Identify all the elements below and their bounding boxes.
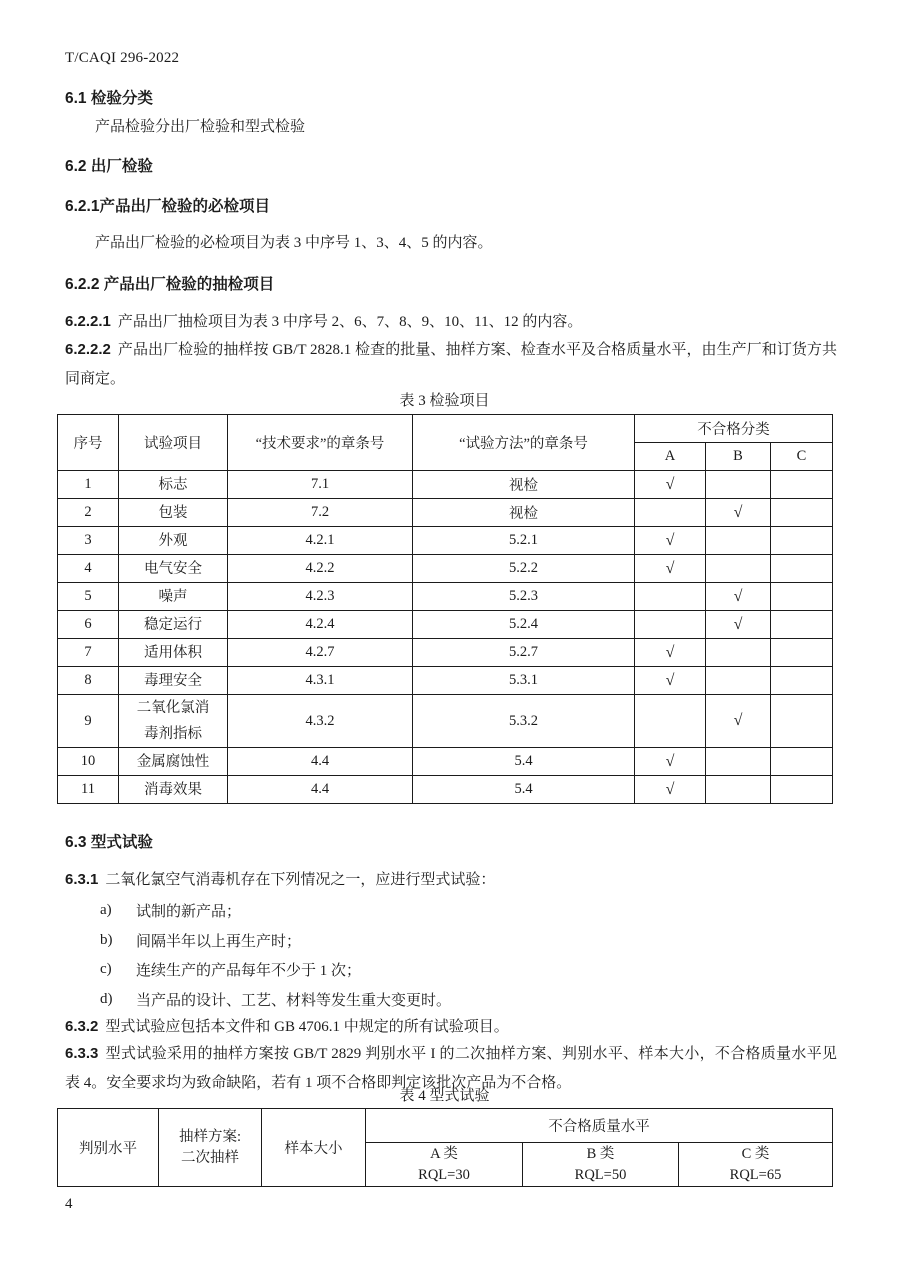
table4-header-plan-line1: 抽样方案: [178,1128,242,1145]
table4-caption: 表 4 型式试验 [399,1088,490,1104]
table3-cell-a [635,611,706,639]
table3-cell-item: 标志 [119,471,228,499]
table3-cell-c [771,471,833,499]
table3-cell-no: 2 [58,499,119,527]
table3-cell-c [771,639,833,667]
table3-cell-tech: 4.2.1 [228,527,413,555]
table3-cell-a: √ [635,667,706,695]
table3-cell-a: √ [635,776,706,804]
table3-row [58,776,833,804]
type-test-table [57,1108,833,1187]
table3-cell-c [771,748,833,776]
document-code-header: T/CAQI 296-2022 [65,50,180,66]
table3-cell-no: 10 [58,748,119,776]
table3-cell-tech: 7.2 [228,499,413,527]
table4-header-level: 判别水平 [58,1109,159,1187]
table3-cell-c [771,776,833,804]
table3-cell-method: 5.3.2 [413,695,635,748]
list-item-a [100,896,451,926]
list-marker-b: b) [100,931,113,948]
table3-row [58,555,833,583]
table3-header-nonconform: 不合格分类 [635,415,833,443]
paragraph-6-3-2 [65,1013,837,1042]
table3-cell-b [706,471,771,499]
table3-cell-b [706,776,771,804]
table4-header-plan [159,1109,262,1187]
section-heading-6-2: 6.2 出厂检验 [65,158,153,175]
table4-class-c-rql: RQL=65 [729,1166,782,1183]
table3-cell-tech: 4.2.2 [228,555,413,583]
table3-cell-no: 6 [58,611,119,639]
table3-cell-a: √ [635,639,706,667]
table3-cell-tech: 4.3.1 [228,667,413,695]
table3-cell-tech: 4.2.4 [228,611,413,639]
list-item-d [100,985,451,1015]
table3-cell-item: 适用体积 [119,639,228,667]
list-item-c [100,955,451,985]
table3-cell-c [771,695,833,748]
table3-cell-no: 7 [58,639,119,667]
table3-cell-b: √ [706,611,771,639]
table3-cell-no: 5 [58,583,119,611]
table3-cell-method: 5.2.3 [413,583,635,611]
table3-cell-b [706,555,771,583]
table3-cell-b [706,527,771,555]
table3-cell-item: 毒理安全 [119,667,228,695]
paragraph-6-2-2-2 [65,336,837,393]
section-heading-6-2-1: 6.2.1产品出厂检验的必检项目 [65,198,270,215]
table3-row [58,527,833,555]
table3-header-class-c: C [771,443,833,471]
table4-class-a-cell [366,1143,523,1187]
table3-cell-a: √ [635,471,706,499]
list-marker-a: a) [100,902,112,919]
table4-class-b-cell [523,1143,679,1187]
table4-container [57,1108,833,1187]
table4-class-c-cell [679,1143,833,1187]
table3-cell-method: 视检 [413,471,635,499]
list-item-b [100,926,451,956]
table3-cell-item: 稳定运行 [119,611,228,639]
table3-cell-a [635,583,706,611]
table3-cell-c [771,583,833,611]
clause-number-6-3-1: 6.3.1 [65,871,99,888]
table3-cell-item: 金属腐蚀性 [119,748,228,776]
list-marker-c: c) [100,961,112,978]
table3-header-class-b: B [706,443,771,471]
table4-header-sample: 样本大小 [262,1109,366,1187]
table3-cell-b [706,639,771,667]
table3-cell-method: 5.4 [413,748,635,776]
clause-text-6-3-2: 型式试验应包括本文件和 GB 4706.1 中规定的所有试验项目。 [105,1019,509,1035]
list-marker-d: d) [100,990,113,1007]
table3-cell-tech: 4.2.7 [228,639,413,667]
table3-row [58,583,833,611]
paragraph-6-3-1 [65,866,837,895]
table3-cell-no: 3 [58,527,119,555]
table4-class-a-rql: RQL=30 [418,1166,470,1183]
table4-class-b-rql: RQL=50 [574,1166,627,1183]
table3-cell-a: √ [635,527,706,555]
table3-cell-b: √ [706,499,771,527]
table3-row [58,667,833,695]
table3-cell-method: 5.3.1 [413,667,635,695]
table3-cell-tech: 4.4 [228,748,413,776]
table3-cell-tech: 4.4 [228,776,413,804]
table3-cell-tech: 4.3.2 [228,695,413,748]
table3-cell-tech: 7.1 [228,471,413,499]
section-heading-6-3: 6.3 型式试验 [65,834,153,851]
section-heading-6-1: 6.1 检验分类 [65,90,153,107]
table4-class-b-name: B 类 [586,1145,615,1162]
table3-row [58,499,833,527]
table3-row [58,471,833,499]
clause-text-6-2-2-1: 产品出厂抽检项目为表 3 中序号 2、6、7、8、9、10、11、12 的内容。 [117,314,583,330]
table3-cell-c [771,555,833,583]
table3-header-row-1 [58,415,833,443]
list-text-b: 间隔半年以上再生产时； [136,933,302,950]
table3-cell-no: 1 [58,471,119,499]
table3-cell-method: 5.2.1 [413,527,635,555]
table3-cell-a: √ [635,555,706,583]
clause-list-6-3-1 [100,896,451,1014]
table3-cell-tech: 4.2.3 [228,583,413,611]
clause-text-6-3-1: 二氧化氯空气消毒机存在下列情况之一，应进行型式试验： [105,872,496,888]
paragraph-6-1: 产品检验分出厂检验和型式检验 [95,119,306,135]
table3-cell-a: √ [635,748,706,776]
clause-text-6-2-2-2: 产品出厂检验的抽样按 GB/T 2828.1 检查的批量、抽样方案、检查水平及合格质量水平，由生产厂和订货方共同商定。 [65,342,837,387]
table3-header-tech: “技术要求”的章条号 [228,415,413,471]
section-heading-6-2-2: 6.2.2 产品出厂检验的抽检项目 [65,276,275,293]
clause-number-6-2-2-2: 6.2.2.2 [65,341,111,358]
table3-cell-method: 5.2.4 [413,611,635,639]
table3-cell-no: 4 [58,555,119,583]
table3-cell-method: 视检 [413,499,635,527]
paragraph-6-2-1: 产品出厂检验的必检项目为表 3 中序号 1、3、4、5 的内容。 [95,235,493,251]
table4-header-row-1 [58,1109,833,1143]
table4-header-plan-line2: 二次抽样 [181,1149,239,1166]
table3-header-item: 试验项目 [119,415,228,471]
table3-cell-b [706,748,771,776]
table3-cell-method: 5.2.7 [413,639,635,667]
table3-cell-b: √ [706,583,771,611]
table3-header-no: 序号 [58,415,119,471]
table4-header-quality: 不合格质量水平 [366,1109,833,1143]
list-text-a: 试制的新产品； [136,904,242,921]
table3-cell-a [635,499,706,527]
list-text-d: 当产品的设计、工艺、材料等发生重大变更时。 [136,992,452,1009]
table3-cell-item: 二氧化氯消毒剂指标 [119,695,228,748]
inspection-items-table [57,414,833,804]
table3-cell-item: 包装 [119,499,228,527]
table3-cell-item: 电气安全 [119,555,228,583]
clause-number-6-2-2-1: 6.2.2.1 [65,313,111,330]
table3-body [58,471,833,804]
table4-class-a-name: A 类 [430,1145,458,1162]
table3-row [58,695,833,748]
page-number: 4 [65,1196,73,1212]
table3-cell-no: 9 [58,695,119,748]
table3-cell-item: 消毒效果 [119,776,228,804]
table3-cell-b: √ [706,695,771,748]
table3-cell-item: 噪声 [119,583,228,611]
clause-text-6-3-3: 型式试验采用的抽样方案按 GB/T 2829 判别水平 I 的二次抽样方案、判别水平、样本大小，不合格质量水平见表 4。安全要求均为致命缺陷，若有 1 项不合格即判定该批次产品为不合格。 [65,1046,837,1091]
table3-container [57,414,833,804]
table3-row [58,639,833,667]
table3-caption: 表 3 检验项目 [399,393,490,409]
table3-cell-c [771,499,833,527]
table3-cell-b [706,667,771,695]
table3-cell-c [771,667,833,695]
table3-cell-method: 5.4 [413,776,635,804]
clause-number-6-3-2: 6.3.2 [65,1018,99,1035]
table3-row [58,611,833,639]
table4-class-c-name: C 类 [741,1145,770,1162]
list-text-c: 连续生产的产品每年不少于 1 次； [136,963,362,980]
table3-header-method: “试验方法”的章条号 [413,415,635,471]
table3-cell-a [635,695,706,748]
table3-cell-c [771,611,833,639]
table3-row [58,748,833,776]
table3-cell-item: 外观 [119,527,228,555]
table3-cell-method: 5.2.2 [413,555,635,583]
table3-header-class-a: A [635,443,706,471]
clause-number-6-3-3: 6.3.3 [65,1045,99,1062]
table3-cell-c [771,527,833,555]
paragraph-6-2-2-1 [65,308,837,337]
table3-cell-no: 11 [58,776,119,804]
table3-cell-no: 8 [58,667,119,695]
